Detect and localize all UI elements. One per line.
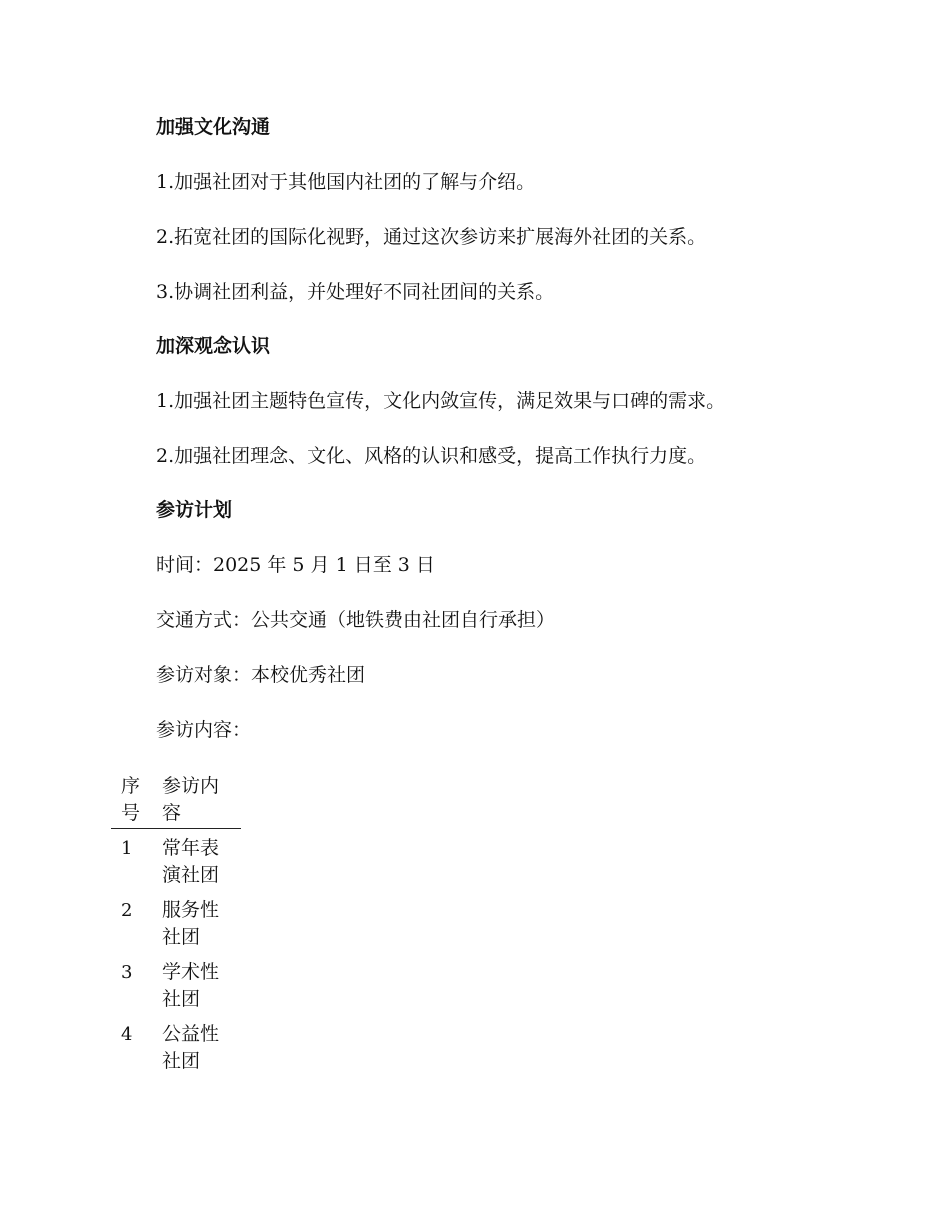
section-heading-culture: 加强文化沟通 (156, 116, 271, 138)
culture-item-2: 2.拓宽社团的国际化视野，通过这次参访来扩展海外社团的关系。 (156, 226, 707, 248)
table-row (111, 1013, 241, 1075)
table-row (111, 951, 241, 1013)
row-no: 3 (121, 962, 133, 983)
culture-item-3: 3.协调社团利益，并处理好不同社团间的关系。 (156, 281, 555, 303)
plan-content-label: 参访内容： (156, 719, 252, 741)
section-heading-plan: 参访计划 (156, 499, 233, 521)
row-no: 4 (121, 1024, 133, 1045)
row-content: 学术性社团 (162, 961, 220, 1010)
row-content: 服务性社团 (162, 899, 220, 948)
plan-transport: 交通方式：公共交通（地铁费由社团自行承担） (156, 609, 556, 631)
header-content: 参访内容 (162, 773, 241, 829)
plan-time: 时间：2025 年 5 月 1 日至 3 日 (156, 554, 435, 576)
culture-item-1: 1.加强社团对于其他国内社团的了解与介绍。 (156, 171, 536, 193)
table-row (111, 889, 241, 951)
awareness-item-2: 2.加强社团理念、文化、风格的认识和感受，提高工作执行力度。 (156, 445, 707, 467)
row-content: 公益性社团 (162, 1023, 220, 1072)
header-no: 序号 (111, 773, 162, 829)
visit-content-table (111, 773, 241, 1075)
row-no: 1 (121, 838, 133, 859)
table-header-row (111, 773, 241, 829)
row-content: 常年表演社团 (162, 837, 220, 886)
awareness-item-1: 1.加强社团主题特色宣传，文化内敛宣传，满足效果与口碑的需求。 (156, 390, 726, 412)
section-heading-awareness: 加深观念认识 (156, 335, 271, 357)
row-no: 2 (121, 900, 133, 921)
table-row (111, 829, 241, 890)
plan-target: 参访对象：本校优秀社团 (156, 664, 366, 686)
